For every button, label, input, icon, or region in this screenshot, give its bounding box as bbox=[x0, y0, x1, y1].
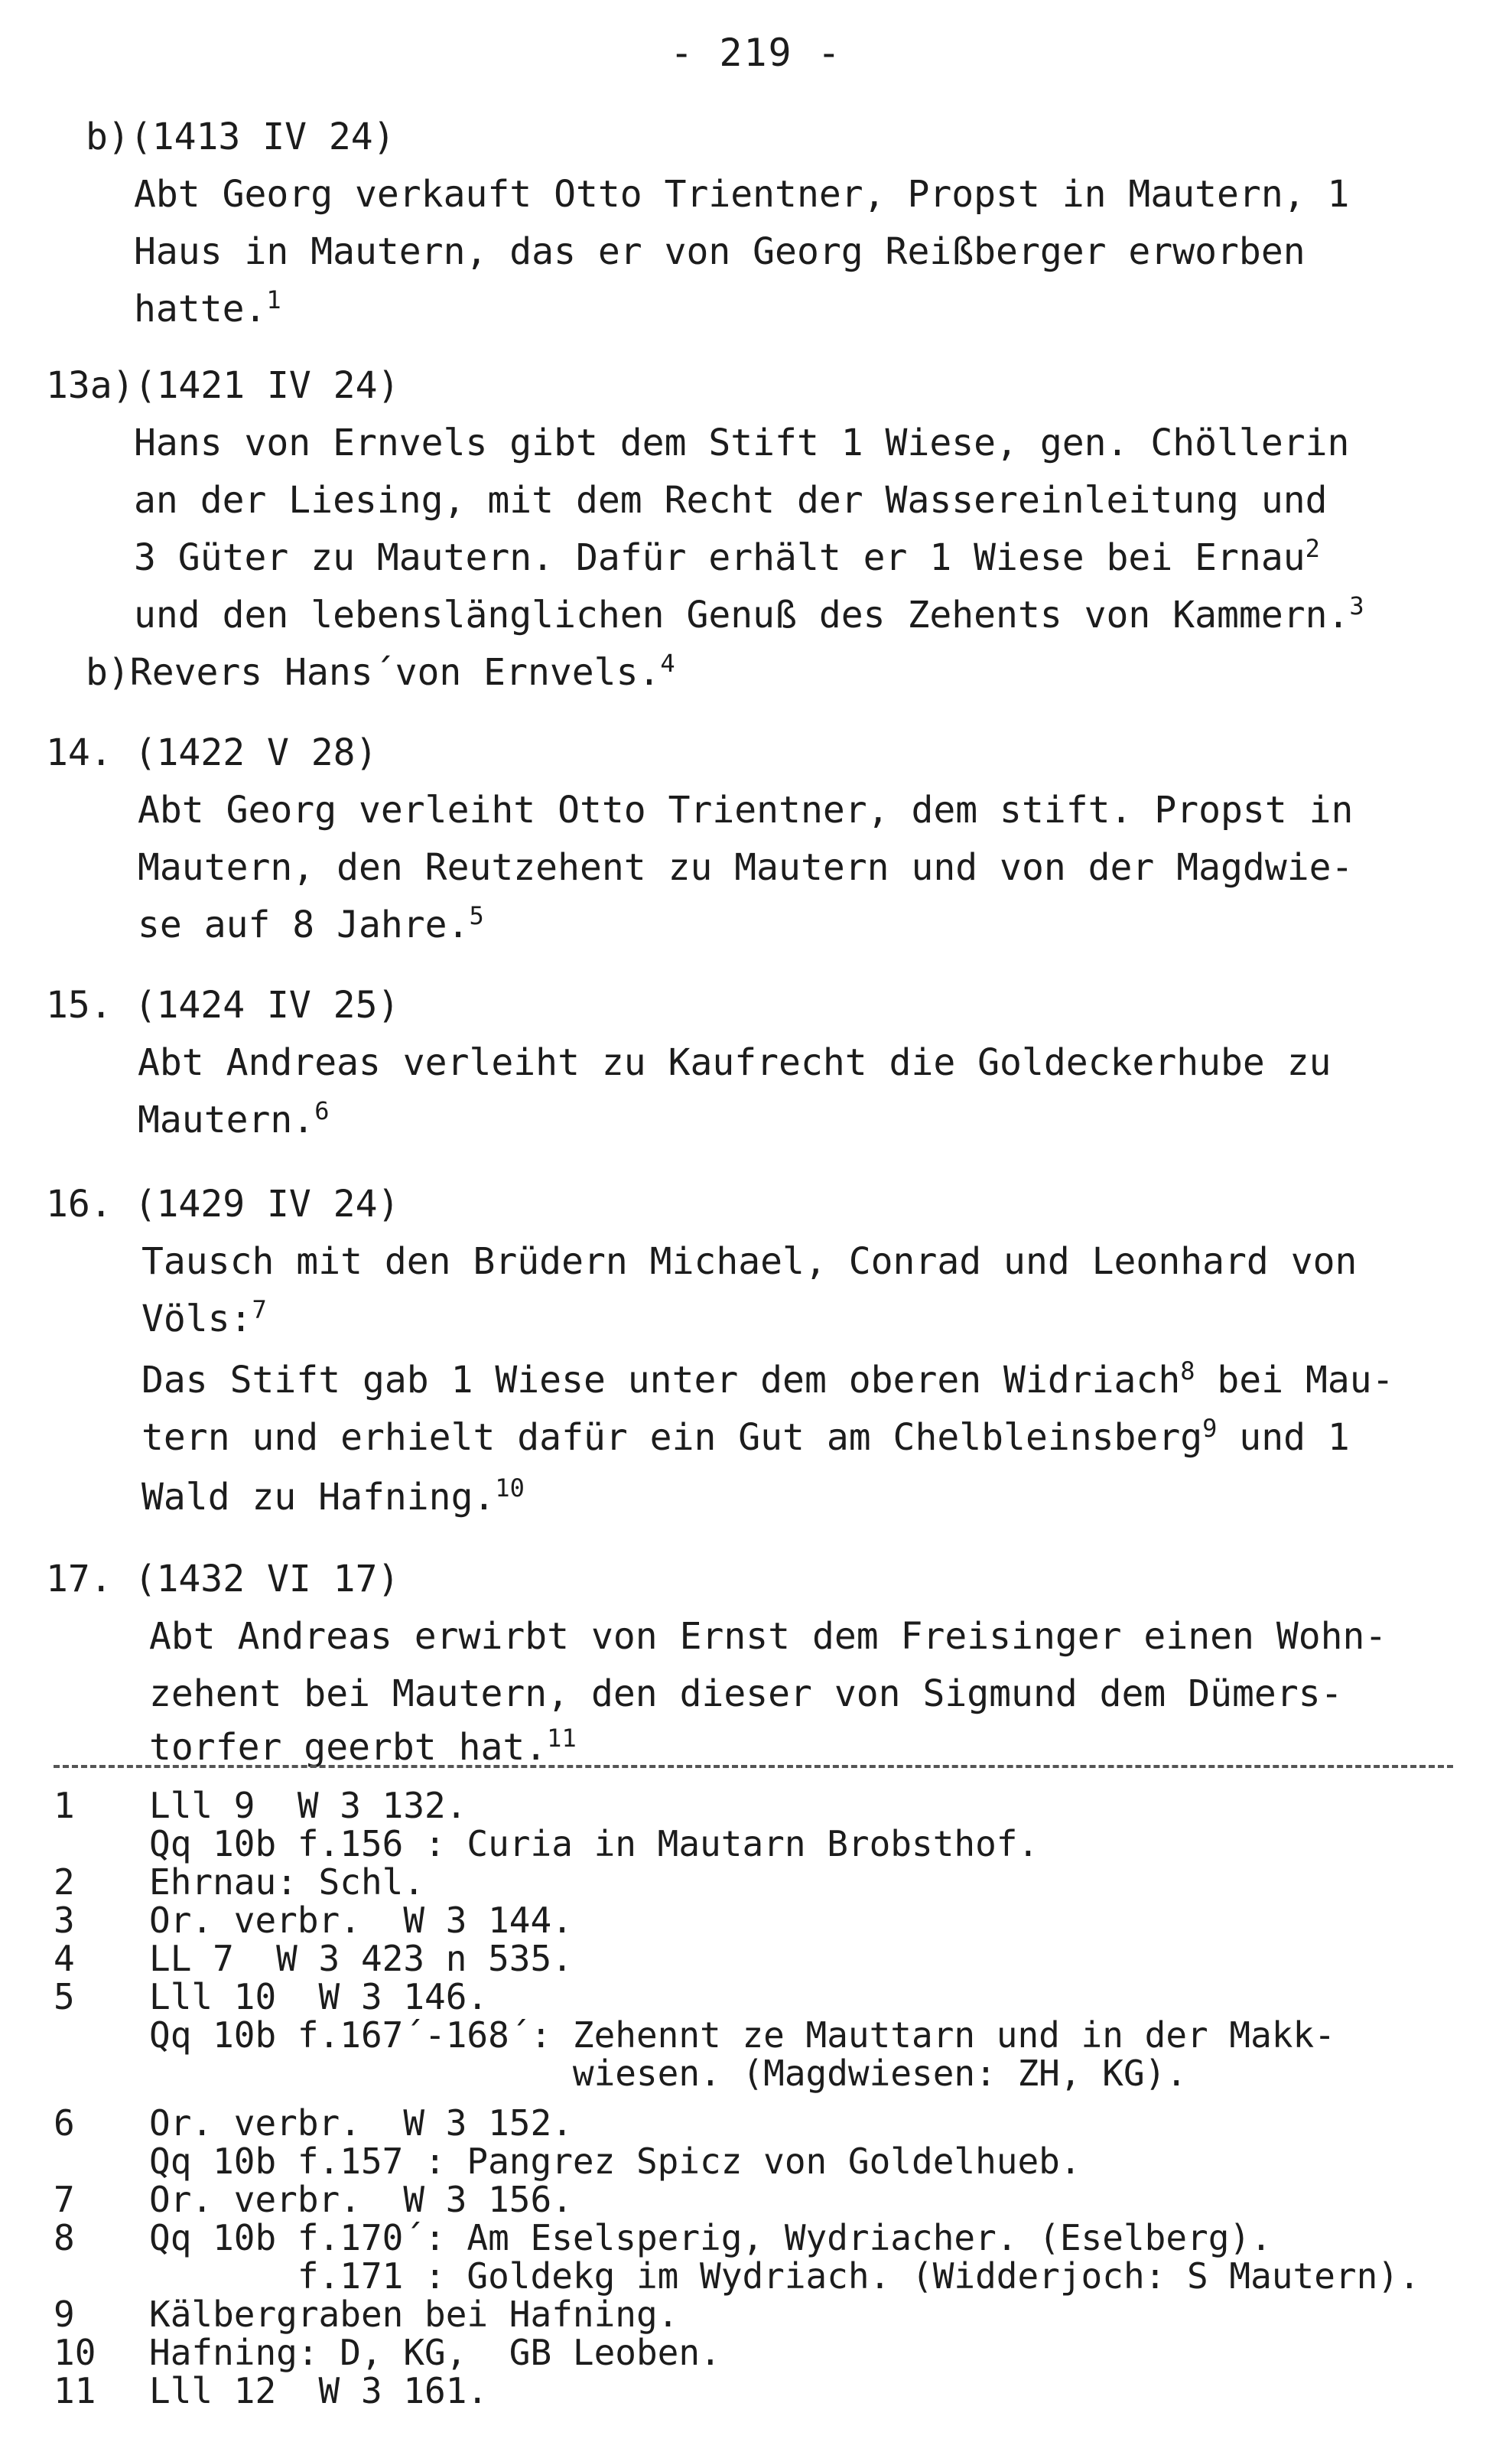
entry-text-line: an der Liesing, mit dem Recht der Wassereinleitung und bbox=[134, 479, 1328, 522]
footnote-number: 11 bbox=[54, 2370, 96, 2411]
footnote-text: Qq 10b f.170´: Am Eselsperig, Wydriacher. (Eselberg). bbox=[149, 2217, 1272, 2258]
footnote-number: 4 bbox=[54, 1938, 75, 1979]
footnote-number: 2 bbox=[54, 1861, 75, 1903]
entry-text-line: zehent bei Mautern, den dieser von Sigmund dem Dümers- bbox=[149, 1672, 1343, 1715]
footnote-text: Qq 10b f.157 : Pangrez Spicz von Goldelhueb. bbox=[149, 2141, 1081, 2182]
footnote-number: 5 bbox=[54, 1976, 75, 2017]
footnote-number: 7 bbox=[54, 2179, 75, 2220]
footnote-ref: 11 bbox=[547, 1724, 577, 1753]
entry-text-line: hatte.$^1$ bbox=[134, 285, 281, 330]
entry-heading: 14. (1422 V 28) bbox=[46, 731, 378, 774]
entry-text-line: und den lebenslänglichen Genuß des Zehents von Kammern.$^3$ bbox=[134, 591, 1364, 637]
footnote-text: Or. verbr. W 3 152. bbox=[149, 2102, 573, 2144]
footnote-text: Kälbergraben bei Hafning. bbox=[149, 2294, 679, 2335]
entry-text-line: Völs:$^7$ bbox=[141, 1295, 267, 1340]
footnote-text: Or. verbr. W 3 144. bbox=[149, 1900, 573, 1941]
entry-text-line: Wald zu Hafning.$^{10}$ bbox=[141, 1473, 525, 1519]
entry-text-line: se auf 8 Jahre.$^5$ bbox=[138, 901, 484, 946]
entry-heading: 13a)(1421 IV 24) bbox=[46, 364, 400, 407]
entry-text-line: Mautern.$^6$ bbox=[138, 1096, 330, 1141]
footnote-text: Qq 10b f.167´-168´: Zehennt ze Mauttarn und in der Makk- bbox=[149, 2014, 1335, 2056]
footnote-ref: 1 bbox=[266, 285, 281, 314]
entry-text-line: Haus in Mautern, das er von Georg Reißberger erworben bbox=[134, 230, 1306, 273]
footnote-text: Lll 10 W 3 146. bbox=[149, 1976, 489, 2017]
footnote-ref: 8 bbox=[1180, 1356, 1195, 1385]
footnote-separator bbox=[54, 1765, 1453, 1768]
entry-text-line: torfer geerbt hat.$^{11}$ bbox=[149, 1724, 577, 1769]
footnote-text: Hafning: D, KG, GB Leoben. bbox=[149, 2332, 721, 2373]
footnote-ref: 7 bbox=[252, 1295, 267, 1324]
footnote-text: Lll 9 W 3 132. bbox=[149, 1785, 467, 1826]
entry-text-line: Hans von Ernvels gibt dem Stift 1 Wiese, gen. Chöllerin bbox=[134, 422, 1350, 464]
entry-text-line: Mautern, den Reutzehent zu Mautern und von der Magdwie- bbox=[138, 846, 1354, 889]
page-number: - 219 - bbox=[670, 31, 842, 75]
footnote-text: Qq 10b f.156 : Curia in Mautarn Brobsthof. bbox=[149, 1823, 1039, 1864]
footnote-ref: 5 bbox=[469, 901, 484, 930]
entry-heading: 17. (1432 VI 17) bbox=[46, 1558, 400, 1600]
footnote-ref: 9 bbox=[1202, 1414, 1218, 1443]
entry-heading: b)(1413 IV 24) bbox=[86, 116, 395, 158]
footnote-ref: 3 bbox=[1349, 591, 1364, 620]
footnote-text: f.171 : Goldekg im Wydriach. (Widderjoch: S Mautern). bbox=[149, 2255, 1420, 2297]
footnote-text: Lll 12 W 3 161. bbox=[149, 2370, 489, 2411]
entry-heading: 15. (1424 IV 25) bbox=[46, 984, 400, 1027]
entry-text-line: Abt Georg verkauft Otto Trientner, Propst in Mautern, 1 bbox=[134, 173, 1350, 216]
entry-text-line: Das Stift gab 1 Wiese unter dem oberen Widriach$^8$ bei Mau- bbox=[141, 1356, 1394, 1402]
footnote-ref: 4 bbox=[660, 649, 675, 678]
footnote-number: 8 bbox=[54, 2217, 75, 2258]
footnote-number: 3 bbox=[54, 1900, 75, 1941]
footnote-text: Ehrnau: Schl. bbox=[149, 1861, 425, 1903]
entry-text-line: 3 Güter zu Mautern. Dafür erhält er 1 Wiese bei Ernau$^2$ bbox=[134, 534, 1320, 579]
footnote-ref: 6 bbox=[314, 1096, 330, 1125]
entry-text-line: Abt Georg verleiht Otto Trientner, dem stift. Propst in bbox=[138, 789, 1354, 832]
entry-text-line: tern und erhielt dafür ein Gut am Chelbleinsberg$^9$ und 1 bbox=[141, 1414, 1350, 1459]
footnote-number: 6 bbox=[54, 2102, 75, 2144]
footnote-number: 10 bbox=[54, 2332, 96, 2373]
footnote-number: 9 bbox=[54, 2294, 75, 2335]
footnote-text: LL 7 W 3 423 n 535. bbox=[149, 1938, 573, 1979]
entry-text-line: Abt Andreas erwirbt von Ernst dem Freisinger einen Wohn- bbox=[149, 1615, 1387, 1658]
footnote-ref: 10 bbox=[495, 1473, 525, 1503]
entry-text-line: Tausch mit den Brüdern Michael, Conrad und Leonhard von bbox=[141, 1240, 1358, 1283]
footnote-text: Or. verbr. W 3 156. bbox=[149, 2179, 573, 2220]
footnote-text: wiesen. (Magdwiesen: ZH, KG). bbox=[149, 2053, 1188, 2094]
entry-text-line: Abt Andreas verleiht zu Kaufrecht die Goldeckerhube zu bbox=[138, 1041, 1332, 1084]
footnote-number: 1 bbox=[54, 1785, 75, 1826]
footnote-ref: 2 bbox=[1305, 534, 1320, 563]
entry-heading: b)Revers Hans´von Ernvels.$^4$ bbox=[86, 649, 675, 694]
entry-heading: 16. (1429 IV 24) bbox=[46, 1183, 400, 1226]
